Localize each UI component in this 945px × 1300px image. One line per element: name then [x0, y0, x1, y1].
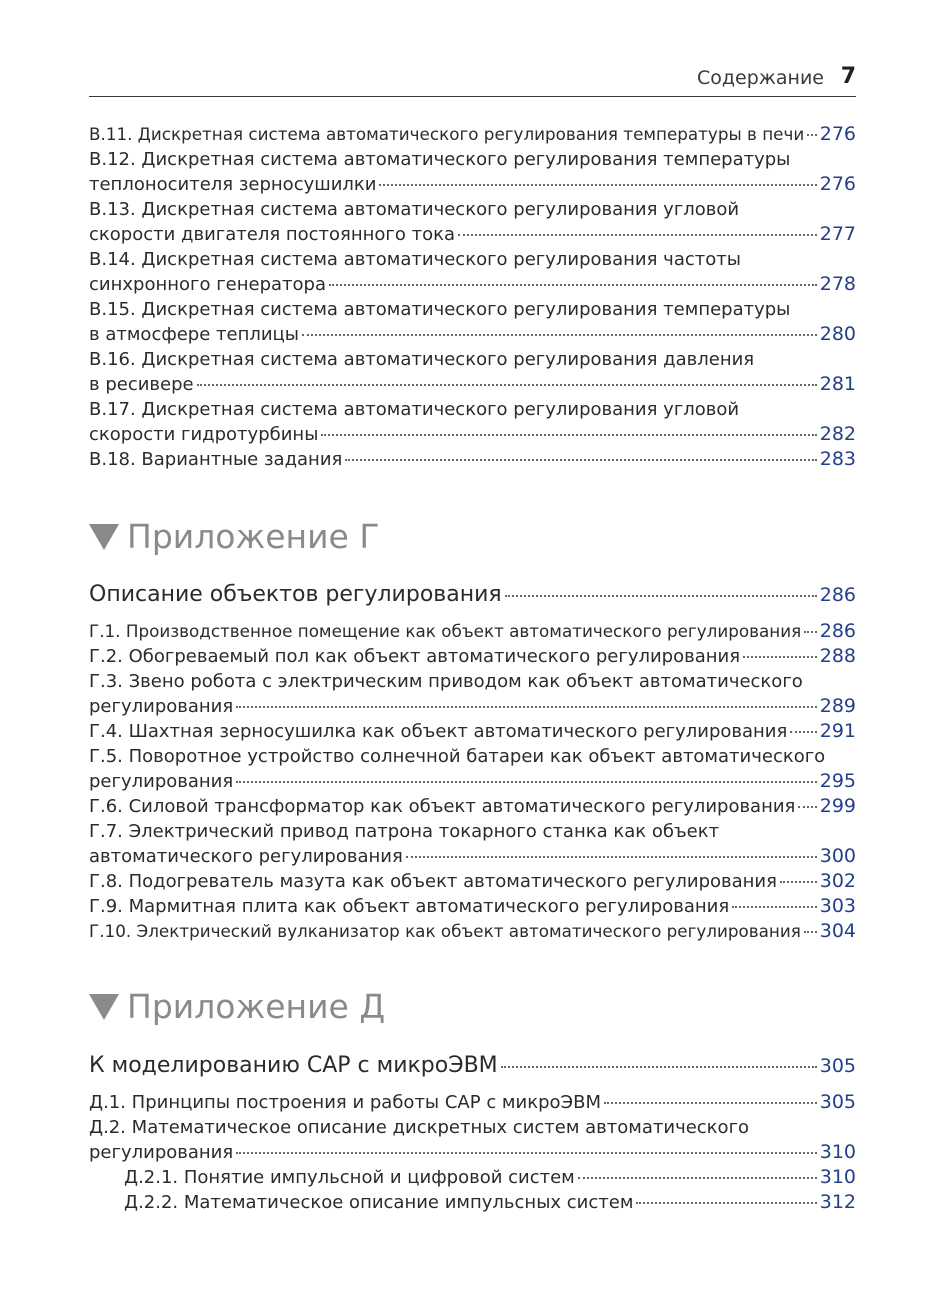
- dot-leader: [732, 906, 817, 908]
- toc-entry-text-line1: В.12. Дискретная система автоматического регулирования температуры: [89, 149, 791, 170]
- toc-entry-text: В.11. Дискретная система автоматического регулирования температуры в печи: [89, 124, 805, 144]
- toc-entry-text: Г.9. Мармитная плита как объект автоматического регулирования: [89, 896, 730, 917]
- toc-entry-text: Д.2.1. Понятие импульсной и цифровой систем: [124, 1167, 575, 1188]
- dot-leader: [406, 856, 817, 858]
- toc-entry-text-line1: Г.3. Звено робота с электрическим приводом как объект автоматического: [89, 671, 803, 692]
- toc-entry-page: 299: [819, 795, 856, 817]
- toc-entry-text: регулирования: [89, 771, 234, 792]
- toc-entry-text: регулирования: [89, 1142, 234, 1163]
- toc-entry-text: автоматического регулирования: [89, 846, 403, 867]
- toc-entry-page: 305: [819, 1055, 856, 1077]
- toc-chapter-d: [89, 1051, 856, 1081]
- toc-entry-page: 278: [819, 273, 856, 295]
- toc-entry-text: Г.1. Производственное помещение как объект автоматического регулирования: [89, 621, 802, 641]
- toc-entry-page: 280: [819, 323, 856, 345]
- toc-entry-text-line1: В.15. Дискретная система автоматического регулирования температуры: [89, 299, 791, 320]
- toc-entry-page: 288: [819, 645, 856, 667]
- toc-entry-text-line1: Г.7. Электрический привод патрона токарного станка как объект: [89, 821, 720, 842]
- toc-chapter-text: К моделированию САР с микроЭВМ: [89, 1053, 498, 1078]
- triangle-down-icon: [89, 994, 119, 1020]
- toc-entry-page: 281: [819, 373, 856, 395]
- dot-leader: [501, 1066, 817, 1068]
- dot-leader: [329, 284, 817, 286]
- toc-entry[interactable]: [89, 744, 856, 794]
- running-header: [89, 62, 856, 97]
- toc-entry-text-line1: В.16. Дискретная система автоматического регулирования давления: [89, 349, 755, 370]
- toc-chapter-g: [89, 580, 856, 610]
- dot-leader: [458, 234, 817, 236]
- toc-entry-text: Д.1. Принципы построения и работы САР с микроЭВМ: [89, 1092, 601, 1113]
- dot-leader: [505, 595, 817, 597]
- dot-leader: [345, 459, 816, 461]
- dot-leader: [379, 184, 816, 186]
- dot-leader: [807, 134, 816, 136]
- toc-entry-page: 276: [819, 173, 856, 195]
- toc-entry-page: 276: [819, 123, 856, 145]
- toc-entry[interactable]: [89, 297, 856, 347]
- toc-entry[interactable]: [89, 147, 856, 197]
- dot-leader: [321, 434, 816, 436]
- triangle-down-icon: [89, 524, 119, 550]
- dot-leader: [236, 706, 817, 708]
- toc-entry-text: теплоносителя зерносушилки: [89, 174, 377, 195]
- toc-entry-page: 310: [819, 1166, 856, 1188]
- toc-entry[interactable]: [89, 719, 856, 744]
- toc-entry-text: в ресивере: [89, 374, 194, 395]
- toc-entry-text: Г.10. Электрический вулканизатор как объект автоматического регулирования: [89, 921, 801, 941]
- dot-leader: [236, 781, 817, 783]
- running-header-title: Содержание: [697, 67, 824, 89]
- appendix-g-title: Приложение Г: [127, 517, 380, 556]
- appendix-g-heading: [89, 517, 379, 557]
- toc-entry-text: В.18. Вариантные задания: [89, 449, 343, 470]
- toc-entry-text-line1: В.14. Дискретная система автоматического регулирования частоты: [89, 249, 741, 270]
- toc-entry[interactable]: [89, 347, 856, 397]
- toc-entry[interactable]: [89, 794, 856, 819]
- toc-entry-page: 289: [819, 695, 856, 717]
- toc-chapter-entry[interactable]: [89, 1051, 856, 1081]
- toc-entry-page: 295: [819, 770, 856, 792]
- toc-entry-text-line1: Г.5. Поворотное устройство солнечной батареи как объект автоматического: [89, 746, 826, 767]
- toc-entry-page: 291: [819, 720, 856, 742]
- toc-entry-text: Г.4. Шахтная зерносушилка как объект автоматического регулирования: [89, 721, 788, 742]
- dot-leader: [790, 731, 816, 733]
- toc-entry[interactable]: [89, 247, 856, 297]
- toc-entry[interactable]: [89, 869, 856, 894]
- toc-entry-text: Г.6. Силовой трансформатор как объект автоматического регулирования: [89, 796, 796, 817]
- toc-entry-text: Г.2. Обогреваемый пол как объект автоматического регулирования: [89, 646, 741, 667]
- dot-leader: [780, 881, 817, 883]
- toc-entry[interactable]: [89, 644, 856, 669]
- toc-entry[interactable]: [89, 894, 856, 919]
- dot-leader: [578, 1177, 817, 1179]
- toc-entry-page: 312: [819, 1191, 856, 1213]
- toc-entry[interactable]: [89, 619, 856, 644]
- toc-section-b: [89, 122, 856, 472]
- toc-subentry[interactable]: [89, 1165, 856, 1190]
- dot-leader: [604, 1102, 817, 1104]
- toc-entry-text: скорости двигателя постоянного тока: [89, 224, 456, 245]
- toc-entry[interactable]: [89, 447, 856, 472]
- toc-entry-page: 300: [819, 845, 856, 867]
- toc-entry[interactable]: [89, 122, 856, 147]
- toc-entry-page: 305: [819, 1091, 856, 1113]
- page-number: 7: [840, 64, 856, 89]
- toc-entry-text-line1: Д.2. Математическое описание дискретных систем автоматического: [89, 1117, 750, 1138]
- toc-entry-page: 310: [819, 1141, 856, 1163]
- dot-leader: [197, 384, 817, 386]
- toc-entry[interactable]: [89, 397, 856, 447]
- toc-entry-text: в атмосфере теплицы: [89, 324, 300, 345]
- toc-entry-page: 302: [819, 870, 856, 892]
- dot-leader: [804, 931, 817, 933]
- toc-entry-text: скорости гидротурбины: [89, 424, 319, 445]
- toc-entry-text-line1: В.17. Дискретная система автоматического регулирования угловой: [89, 399, 740, 420]
- toc-entry[interactable]: [89, 669, 856, 719]
- dot-leader: [743, 656, 817, 658]
- appendix-d-title: Приложение Д: [127, 987, 386, 1026]
- dot-leader: [798, 806, 816, 808]
- toc-entry-page: 286: [819, 584, 856, 606]
- toc-entry[interactable]: [89, 819, 856, 869]
- dot-leader: [804, 631, 817, 633]
- toc-entry-text-line1: В.13. Дискретная система автоматического регулирования угловой: [89, 199, 740, 220]
- toc-entry-page: 304: [819, 920, 856, 942]
- toc-entry-text: Д.2.2. Математическое описание импульсных систем: [124, 1192, 634, 1213]
- toc-section-d: [89, 1090, 856, 1215]
- dot-leader: [236, 1152, 817, 1154]
- toc-entry[interactable]: [89, 1115, 856, 1165]
- toc-entry-page: 286: [819, 620, 856, 642]
- toc-entry-page: 283: [819, 448, 856, 470]
- appendix-d-heading: [89, 987, 385, 1027]
- toc-section-g: [89, 619, 856, 944]
- toc-entry-text: синхронного генератора: [89, 274, 326, 295]
- toc-entry-text: регулирования: [89, 696, 234, 717]
- dot-leader: [302, 334, 817, 336]
- toc-entry[interactable]: [89, 1090, 856, 1115]
- dot-leader: [636, 1202, 816, 1204]
- toc-entry-page: 303: [819, 895, 856, 917]
- toc-entry-page: 277: [819, 223, 856, 245]
- toc-entry-page: 282: [819, 423, 856, 445]
- toc-entry[interactable]: [89, 197, 856, 247]
- toc-entry-text: Г.8. Подогреватель мазута как объект автоматического регулирования: [89, 871, 777, 892]
- toc-entry[interactable]: [89, 919, 856, 944]
- toc-subentry[interactable]: [89, 1190, 856, 1215]
- toc-chapter-text: Описание объектов регулирования: [89, 582, 502, 607]
- toc-chapter-entry[interactable]: [89, 580, 856, 610]
